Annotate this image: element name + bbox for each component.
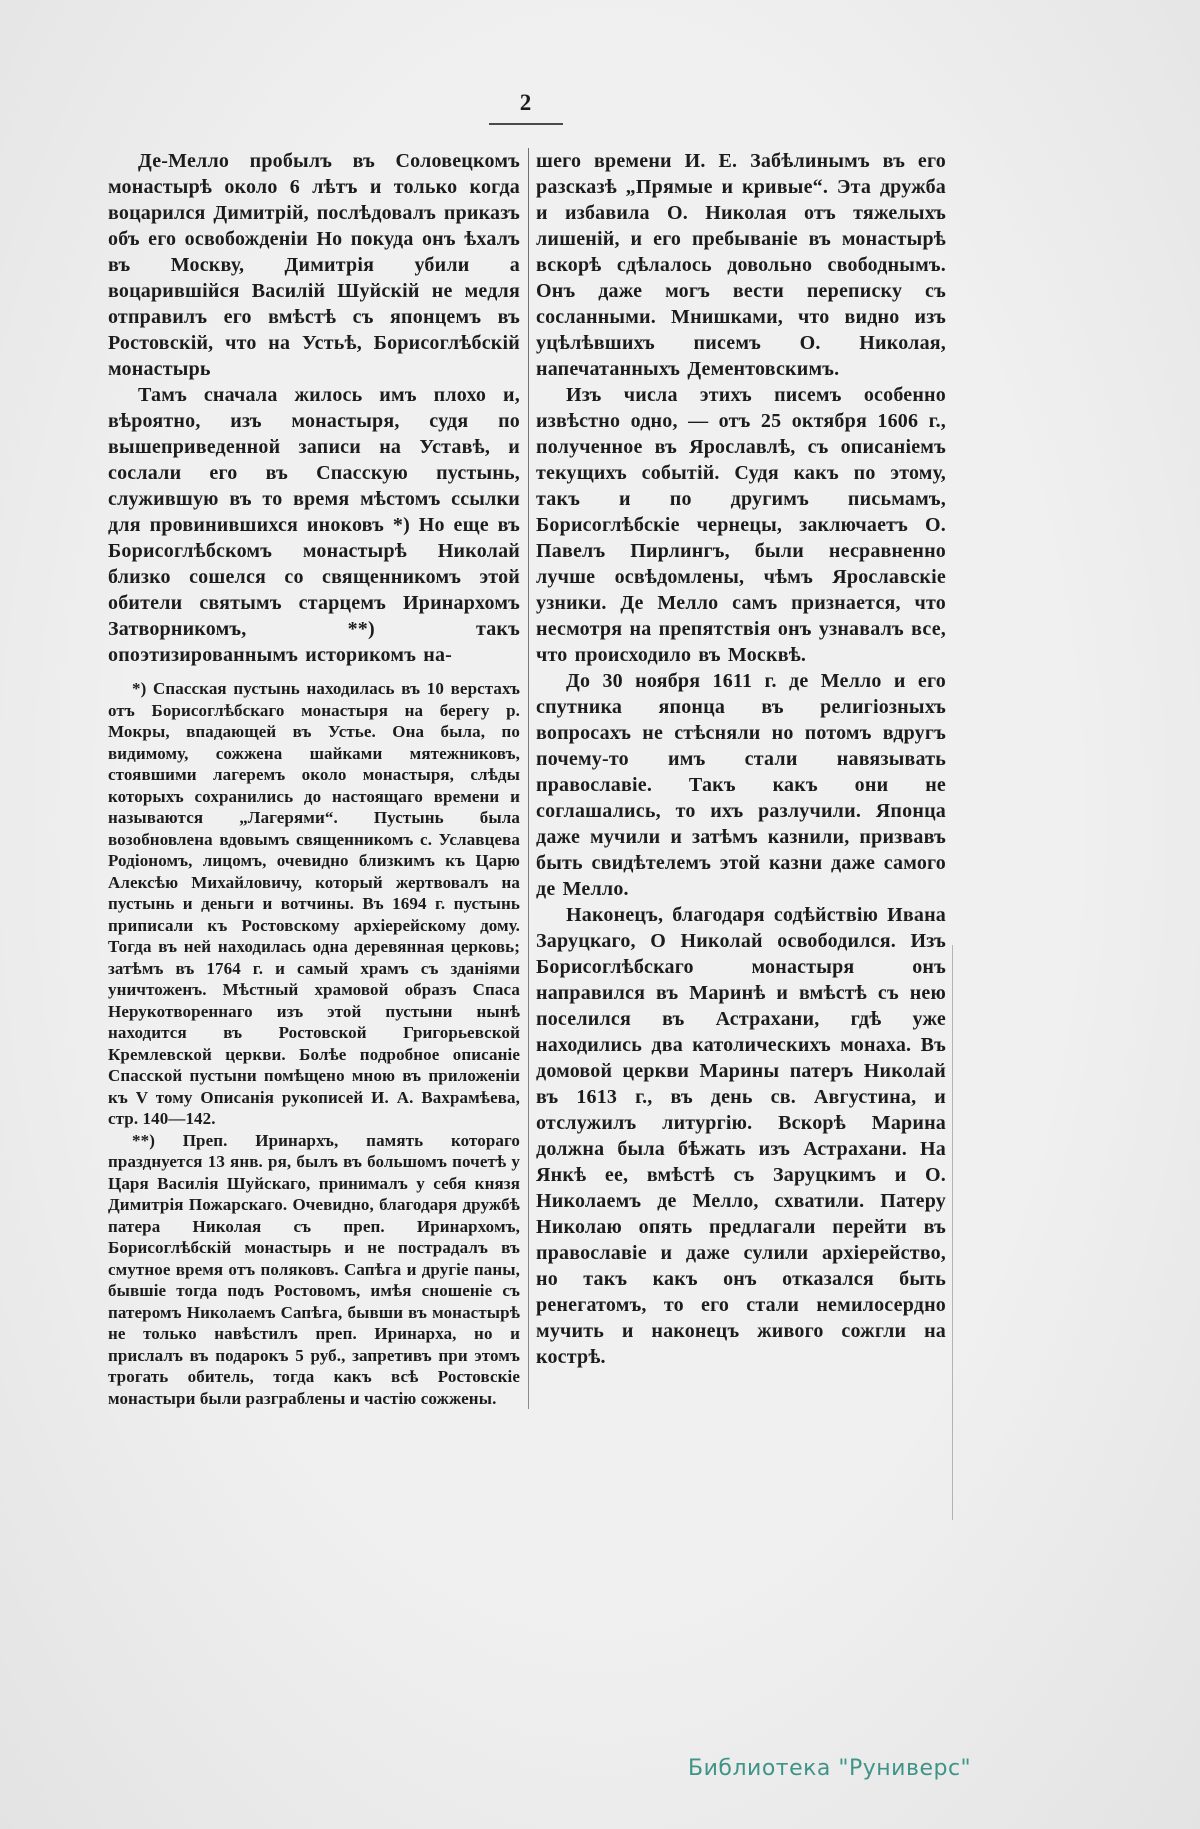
footnote: **) Преп. Иринархъ, память котораго празднуется 13 янв. ря, былъ въ большомъ почетѣ у Царя Василія Шуйскаго, принималъ у себя князя Димитрія Пожарскаго. Очевидно, благодаря дружбѣ патера Николая съ преп. Иринархомъ, Борисоглѣбскій монастырь и не пострадалъ въ смутное время отъ поляковъ. Сапѣга и другіе паны, бывшіе тогда подъ Ростовомъ, имѣя сношеніе съ патеромъ Николаемъ Сапѣга, бывши въ монастырѣ не только навѣстилъ преп. Иринарха, но и прислалъ въ подарокъ 5 руб., запретивъ при этомъ трогать обитель, тогда какъ всѣ Ростовскіе монастыри были разграблены и частію сожжены. — [108, 1130, 520, 1408]
paragraph: Тамъ сначала жилось имъ плохо и, вѣроятно, изъ монастыря, судя по вышеприведенной записи на Уставѣ, и сослали его въ Спасскую пустынь, служившую въ то время мѣстомъ ссылки для провинившихся иноковъ *) Но еще въ Борисоглѣбскомъ монастырѣ Николай близко сошелся со священникомъ этой обители святымъ старцемъ Иринархомъ Затворникомъ, **) такъ опоэтизированнымъ историкомъ на- — [108, 384, 520, 666]
paragraph: Наконецъ, благодаря содѣйствію Ивана Заруцкаго, О Николай освободился. Изъ Борисоглѣбскаго монастыря онъ направился въ Маринѣ и вмѣстѣ съ нею поселился въ Астрахани, гдѣ уже находились два католическихъ монаха. Въ домовой церкви Марины патеръ Николай въ 1613 г., въ день св. Августина, и отслужилъ литургію. Вскорѣ Марина должна была бѣжать изъ Астрахани. На Янкѣ ее, вмѣстѣ съ Заруцкимъ и О. Николаемъ де Мелло, схватили. Патеру Николаю опять предлагали перейти въ православіе и даже сулили архіерейство, но такъ какъ онъ отказался быть ренегатомъ, то его стали немилосердно мучить и наконецъ живого сожгли на кострѣ. — [536, 904, 946, 1368]
left-column — [108, 148, 520, 1409]
paragraph: шего времени И. Е. Забѣлинымъ въ его разсказѣ „Прямые и кривые“. Эта дружба и избавила О. Николая отъ тяжелыхъ лишеній, и его пребываніе въ монастырѣ вскорѣ сдѣлалось довольно свободнымъ. Онъ даже могъ вести переписку съ сосланными. Мнишками, что видно изъ уцѣлѣвшихъ писемъ О. Николая, напечатанныхъ Дементовскимъ. — [536, 150, 946, 380]
footnote: *) Спасская пустынь находилась въ 10 верстахъ отъ Борисоглѣбскаго монастыря на берегу р. Мокры, впадающей въ Устье. Она была, по видимому, сожжена шайками мятежниковъ, стоявшими лагеремъ около монастыря, слѣды которыхъ сохранились до настоящаго времени и называются „Лагерями“. Пустынь была возобновлена вдовымъ священникомъ с. Уславцева Родіономъ, лицомъ, очевидно близкимъ къ Царю Алексѣю Михайловичу, который жертвовалъ на пустынь и деньги и вотчины. Въ 1694 г. пустынь приписали къ Ростовскому архіерейскому дому. Тогда въ ней находилась одна деревянная церковь; затѣмъ въ 1764 г. и самый храмъ съ зданіями уничтоженъ. Мѣстный храмовой образъ Спаса Нерукотвореннаго изъ этой пустыни нынѣ находится въ Ростовской Григорьевской Кремлевской церкви. Болѣе подробное описаніе Спасской пустыни помѣщено мною въ приложеніи къ V тому Описанія рукописей И. А. Вахрамѣева, стр. 140—142. — [108, 679, 520, 1128]
paragraph: Де-Мелло пробылъ въ Соловецкомъ монастырѣ около 6 лѣтъ и только когда воцарился Димитрій, послѣдовалъ приказъ объ его освобожденіи Но покуда онъ ѣхалъ въ Москву, Димитрія убили а воцарившійся Василій Шуйскій не медля отправилъ его вмѣстѣ съ японцемъ въ Ростовскій, что на Устьѣ, Борисоглѣбскій монастырь — [108, 150, 520, 380]
column-divider-rule — [528, 148, 529, 1409]
paragraph: До 30 ноября 1611 г. де Мелло и его спутника японца въ религіозныхъ вопросахъ не стѣсняли но потомъ вдругъ почему-то имъ стали навязывать православіе. Такъ какъ они не соглашались, то ихъ разлучили. Японца даже мучили и затѣмъ казнили, призвавъ быть свидѣтелемъ этой казни даже самого де Мелло. — [536, 670, 946, 900]
page-number: 2 — [519, 90, 533, 115]
right-column — [536, 148, 946, 1409]
text-columns — [108, 148, 946, 1409]
paragraph: Изъ числа этихъ писемъ особенно извѣстно одно, — отъ 25 октября 1606 г., полученное въ Ярославлѣ, съ описаніемъ текущихъ событій. Судя какъ по этому, такъ и по другимъ письмамъ, Борисоглѣбскіе чернецы, заключаетъ О. Павелъ Пирлингъ, были несравненно лучше освѣдомлены, чѣмъ Ярославскіе узники. Де Мелло самъ признается, что несмотря на препятствія онъ узнавалъ все, что происходило въ Москвѣ. — [536, 384, 946, 666]
library-watermark: Библиотека "Руниверс" — [688, 1756, 972, 1781]
page-header — [110, 90, 942, 125]
scan-edge-line — [952, 945, 953, 1520]
page-number-rule — [489, 123, 563, 125]
footnotes-section — [108, 678, 520, 1409]
